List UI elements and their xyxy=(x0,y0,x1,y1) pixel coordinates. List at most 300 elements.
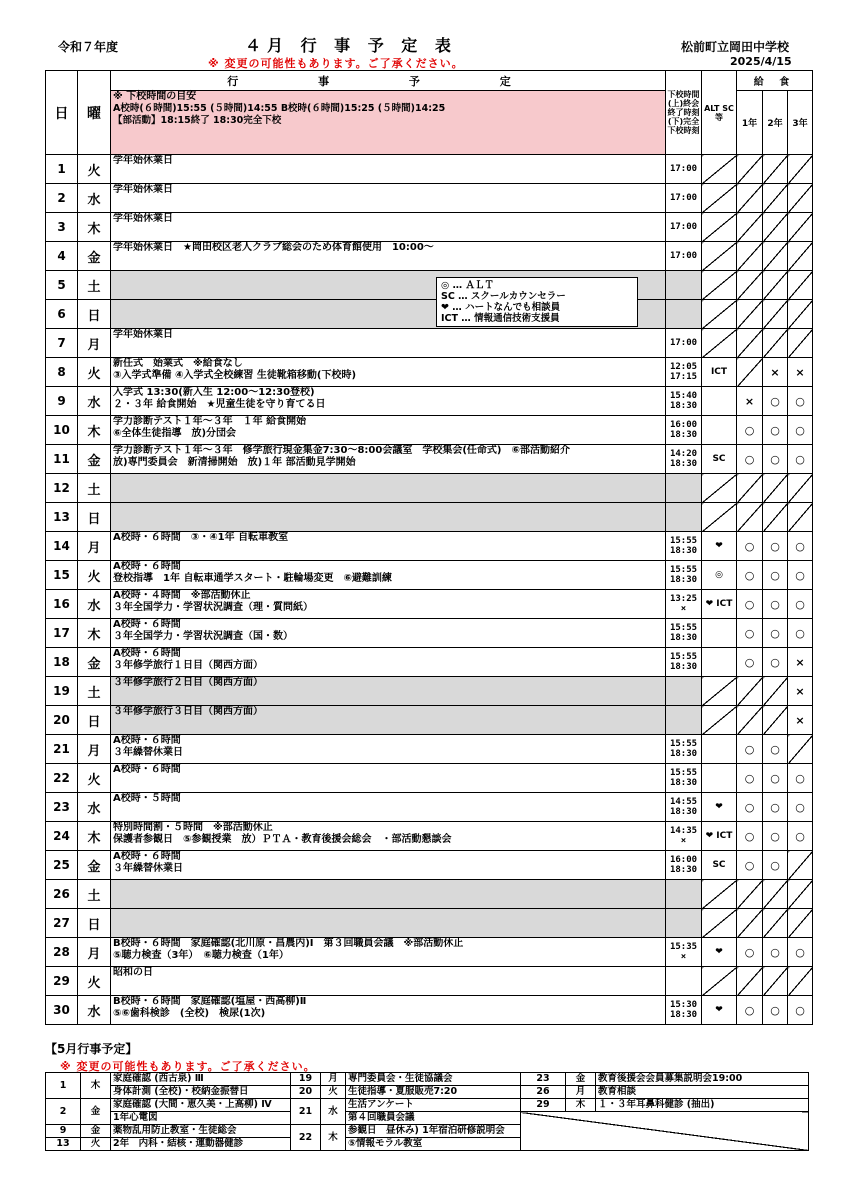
lunch-grade1: ○ xyxy=(737,619,763,648)
time-cell xyxy=(666,474,702,503)
lunch-grade3: ○ xyxy=(788,793,813,822)
day-number: 5 xyxy=(46,271,78,300)
time-cell xyxy=(666,300,702,329)
lunch-grade3 xyxy=(788,213,813,242)
staff-cell xyxy=(702,387,737,416)
lunch-grade3: × xyxy=(788,358,813,387)
schedule-row xyxy=(46,938,813,967)
event-line-1: 学年始休業日 ★岡田校区老人クラブ総会のため体育館使用 10:00～ xyxy=(113,242,434,253)
schedule-row xyxy=(46,445,813,474)
weekday: 月 xyxy=(78,532,111,561)
day-number: 7 xyxy=(46,329,78,358)
event-line-1: A校時・６時間 xyxy=(113,851,181,862)
event-cell xyxy=(111,967,666,996)
may-event: 家庭確認 (大間・恵久美・上高柳) Ⅳ xyxy=(111,1099,291,1112)
complete-dismissal-time: 18:30 xyxy=(669,546,698,556)
weekday: 火 xyxy=(78,561,111,590)
lunch-grade2: ○ xyxy=(763,938,788,967)
weekday: 日 xyxy=(78,300,111,329)
complete-dismissal-time: 17:15 xyxy=(669,372,698,382)
weekday: 土 xyxy=(78,474,111,503)
may-event: ⑤情報モラル教室 xyxy=(346,1138,521,1151)
day-number: 4 xyxy=(46,242,78,271)
schedule-row xyxy=(46,619,813,648)
weekday: 水 xyxy=(78,793,111,822)
dismissal-time: 14:55 xyxy=(669,797,698,807)
day-number: 2 xyxy=(46,184,78,213)
lunch-grade3: × xyxy=(788,706,813,735)
lunch-grade3: ○ xyxy=(788,764,813,793)
lunch-grade1 xyxy=(737,503,763,532)
staff-cell xyxy=(702,648,737,677)
event-line-1: A校時・６時間 xyxy=(113,561,181,572)
april-schedule-table xyxy=(45,70,813,1025)
schedule-row xyxy=(46,996,813,1025)
event-line-1: A校時・４時間 ※部活動休止 xyxy=(113,590,251,601)
event-cell xyxy=(111,474,666,503)
may-event: 1年心電図 xyxy=(111,1112,291,1125)
event-cell xyxy=(111,619,666,648)
dismissal-time: 14:35 xyxy=(669,826,698,836)
time-cell xyxy=(666,706,702,735)
schedule-row xyxy=(46,300,813,329)
event-line-1: 新任式 始業式 ※給食なし xyxy=(113,358,243,369)
time-cell xyxy=(666,938,702,967)
col-day: 日 xyxy=(46,71,78,155)
staff-cell: ❤ xyxy=(702,793,737,822)
staff-cell xyxy=(702,677,737,706)
time-cell xyxy=(666,242,702,271)
event-cell xyxy=(111,387,666,416)
col-events: 行 事 予 定 xyxy=(111,71,666,91)
complete-dismissal-time: 18:30 xyxy=(669,865,698,875)
staff-cell xyxy=(702,300,737,329)
may-weekday: 金 xyxy=(81,1099,111,1125)
lunch-grade3: ○ xyxy=(788,996,813,1025)
may-weekday: 月 xyxy=(566,1086,596,1099)
time-cell xyxy=(666,184,702,213)
may-day: 22 xyxy=(291,1125,321,1151)
staff-cell xyxy=(702,416,737,445)
staff-cell xyxy=(702,764,737,793)
day-number: 15 xyxy=(46,561,78,590)
complete-dismissal-time: 18:30 xyxy=(669,662,698,672)
schedule-row xyxy=(46,648,813,677)
event-line-1: ３年修学旅行２日目（関西方面） xyxy=(113,677,263,688)
lunch-grade2: ○ xyxy=(763,735,788,764)
legend-sc: SC … スクールカウンセラー xyxy=(441,291,566,302)
lunch-grade1: ○ xyxy=(737,561,763,590)
may-weekday: 木 xyxy=(81,1073,111,1099)
may-weekday: 火 xyxy=(81,1138,111,1151)
lunch-grade1 xyxy=(737,706,763,735)
day-number: 3 xyxy=(46,213,78,242)
complete-dismissal-time: 18:30 xyxy=(669,401,698,411)
may-row xyxy=(46,1099,809,1112)
dismissal-time: 15:55 xyxy=(669,536,698,546)
may-day: 19 xyxy=(291,1073,321,1086)
staff-cell xyxy=(702,242,737,271)
staff-cell: ICT xyxy=(702,358,737,387)
may-day: 20 xyxy=(291,1086,321,1099)
may-day: 23 xyxy=(521,1073,566,1086)
lunch-grade3: ○ xyxy=(788,561,813,590)
lunch-grade1: ○ xyxy=(737,764,763,793)
may-event: 身体計測 (全校)・校納金振替日 xyxy=(111,1086,291,1099)
lunch-grade1 xyxy=(737,329,763,358)
schedule-row xyxy=(46,213,813,242)
lunch-grade3 xyxy=(788,909,813,938)
day-number: 25 xyxy=(46,851,78,880)
lunch-grade3: ○ xyxy=(788,822,813,851)
weekday: 火 xyxy=(78,764,111,793)
day-number: 17 xyxy=(46,619,78,648)
lunch-grade2 xyxy=(763,329,788,358)
staff-cell xyxy=(702,329,737,358)
time-cell xyxy=(666,735,702,764)
issue-date: 2025/4/15 xyxy=(730,55,792,68)
lunch-grade3: ○ xyxy=(788,416,813,445)
lunch-grade1: ○ xyxy=(737,938,763,967)
dismissal-time: 15:55 xyxy=(669,768,698,778)
dismissal-note-times: A校時(６時間)15:55 (５時間)14:55 B校時(６時間)15:25 (５時間)14:25 xyxy=(113,103,446,114)
time-cell xyxy=(666,677,702,706)
lunch-grade1: ○ xyxy=(737,996,763,1025)
may-event: 専門委員会・生徒協議会 xyxy=(346,1073,521,1086)
event-cell xyxy=(111,358,666,387)
lunch-grade2: ○ xyxy=(763,764,788,793)
may-weekday: 火 xyxy=(321,1086,346,1099)
dismissal-time: 17:00 xyxy=(669,222,698,232)
weekday: 水 xyxy=(78,996,111,1025)
day-number: 20 xyxy=(46,706,78,735)
event-line-2: ３年繰替休業日 xyxy=(113,747,183,758)
event-cell xyxy=(111,822,666,851)
may-event: 家庭確認 (西古泉) Ⅲ xyxy=(111,1073,291,1086)
event-cell xyxy=(111,445,666,474)
may-weekday: 月 xyxy=(321,1073,346,1086)
event-cell xyxy=(111,764,666,793)
staff-cell xyxy=(702,619,737,648)
lunch-grade1 xyxy=(737,909,763,938)
may-event: 教育相談 xyxy=(596,1086,809,1099)
lunch-grade2 xyxy=(763,677,788,706)
day-number: 21 xyxy=(46,735,78,764)
may-day: 1 xyxy=(46,1073,81,1099)
complete-dismissal-time: 18:30 xyxy=(669,807,698,817)
lunch-grade2: × xyxy=(763,358,788,387)
weekday: 木 xyxy=(78,619,111,648)
col-grade2: 2年 xyxy=(763,91,788,155)
staff-cell xyxy=(702,735,737,764)
day-number: 26 xyxy=(46,880,78,909)
may-weekday: 金 xyxy=(81,1125,111,1138)
complete-dismissal-time: 18:30 xyxy=(669,778,698,788)
lunch-grade2 xyxy=(763,213,788,242)
event-line-2: ３年繰替休業日 xyxy=(113,863,183,874)
dismissal-time: 12:05 xyxy=(669,362,698,372)
weekday: 火 xyxy=(78,967,111,996)
lunch-grade1: ○ xyxy=(737,590,763,619)
lunch-grade3 xyxy=(788,735,813,764)
lunch-grade1: ○ xyxy=(737,822,763,851)
event-cell xyxy=(111,416,666,445)
event-line-2: 保護者参観日 ⑤参観授業 放）ＰＴＡ・教育後援会総会 ・部活動懇談会 xyxy=(113,834,452,845)
lunch-grade2 xyxy=(763,155,788,184)
event-line-2: 登校指導 1年 自転車通学スタート・駐輪場変更 ⑥避難訓練 xyxy=(113,573,392,584)
weekday: 水 xyxy=(78,590,111,619)
change-notice: ※ 変更の可能性もあります。ご了承ください。 xyxy=(208,57,464,70)
dismissal-note-title: ※ 下校時間の目安 xyxy=(113,91,197,102)
weekday: 水 xyxy=(78,387,111,416)
col-lunch: 給 食 xyxy=(737,71,813,91)
weekday: 金 xyxy=(78,242,111,271)
event-line-1: A校時・５時間 xyxy=(113,793,181,804)
event-cell xyxy=(111,793,666,822)
dismissal-time: 15:55 xyxy=(669,739,698,749)
schedule-row xyxy=(46,880,813,909)
time-cell xyxy=(666,532,702,561)
may-row xyxy=(46,1086,809,1099)
lunch-grade2: ○ xyxy=(763,445,788,474)
day-number: 24 xyxy=(46,822,78,851)
lunch-grade1: × xyxy=(737,387,763,416)
schedule-row xyxy=(46,793,813,822)
legend-box xyxy=(436,277,638,327)
weekday: 月 xyxy=(78,735,111,764)
weekday: 金 xyxy=(78,445,111,474)
lunch-grade1: ○ xyxy=(737,648,763,677)
may-weekday: 金 xyxy=(566,1073,596,1086)
event-cell xyxy=(111,996,666,1025)
staff-cell xyxy=(702,271,737,300)
lunch-grade3 xyxy=(788,967,813,996)
event-line-1: 学年始休業日 xyxy=(113,184,173,195)
lunch-grade1: ○ xyxy=(737,735,763,764)
schedule-row xyxy=(46,416,813,445)
legend-heart: ❤ … ハートなんでも相談員 xyxy=(441,302,561,313)
event-line-1: A校時・６時間 xyxy=(113,619,181,630)
lunch-grade2 xyxy=(763,271,788,300)
lunch-grade3 xyxy=(788,184,813,213)
dismissal-note-club: 【部活動】18:15終了 18:30完全下校 xyxy=(113,115,282,126)
dismissal-time: 15:30 xyxy=(669,1000,698,1010)
day-number: 1 xyxy=(46,155,78,184)
event-line-2: ⑤聴力検査（3年） ⑥聴力検査（1年） xyxy=(113,950,289,961)
staff-cell xyxy=(702,213,737,242)
day-number: 18 xyxy=(46,648,78,677)
event-line-2: ⑤⑥歯科検診 (全校) 検尿(1次) xyxy=(113,1008,266,1019)
lunch-grade2: ○ xyxy=(763,619,788,648)
may-event: 生活アンケート xyxy=(346,1099,521,1112)
may-empty-cell xyxy=(521,1112,809,1151)
event-line-2: ３年全国学力・学習状況調査（国・数） xyxy=(113,631,293,642)
complete-dismissal-time: × xyxy=(680,952,687,962)
weekday: 木 xyxy=(78,822,111,851)
lunch-grade2 xyxy=(763,503,788,532)
weekday: 火 xyxy=(78,155,111,184)
event-line-1: B校時・６時間 家庭確認(北川原・昌農内)Ⅰ 第３回職員会議 ※部活動休止 xyxy=(113,938,464,949)
col-weekday: 曜 xyxy=(78,71,111,155)
may-day: 26 xyxy=(521,1086,566,1099)
may-day: 29 xyxy=(521,1099,566,1112)
complete-dismissal-time: 18:30 xyxy=(669,749,698,759)
weekday: 月 xyxy=(78,329,111,358)
lunch-grade2: ○ xyxy=(763,793,788,822)
lunch-grade3 xyxy=(788,503,813,532)
complete-dismissal-time: × xyxy=(680,836,687,846)
lunch-grade3 xyxy=(788,242,813,271)
weekday: 木 xyxy=(78,416,111,445)
lunch-grade3 xyxy=(788,329,813,358)
schedule-row xyxy=(46,329,813,358)
may-schedule-table xyxy=(45,1072,809,1151)
lunch-grade1 xyxy=(737,474,763,503)
lunch-grade2 xyxy=(763,706,788,735)
day-number: 29 xyxy=(46,967,78,996)
lunch-grade2: ○ xyxy=(763,387,788,416)
staff-cell: SC xyxy=(702,445,737,474)
lunch-grade2 xyxy=(763,300,788,329)
time-cell xyxy=(666,416,702,445)
staff-cell: ❤ ICT xyxy=(702,822,737,851)
event-cell xyxy=(111,329,666,358)
lunch-grade1 xyxy=(737,880,763,909)
event-line-1: 特別時間割・５時間 ※部活動休止 xyxy=(113,822,273,833)
may-event: 2年 内科・結核・運動器健診 xyxy=(111,1138,291,1151)
day-number: 14 xyxy=(46,532,78,561)
lunch-grade3 xyxy=(788,880,813,909)
event-cell xyxy=(111,909,666,938)
dismissal-time: 15:55 xyxy=(669,565,698,575)
schedule-row xyxy=(46,155,813,184)
event-cell xyxy=(111,938,666,967)
time-cell xyxy=(666,387,702,416)
schedule-row xyxy=(46,851,813,880)
event-line-1: 昭和の日 xyxy=(113,967,153,978)
time-cell xyxy=(666,822,702,851)
schedule-row xyxy=(46,764,813,793)
day-number: 19 xyxy=(46,677,78,706)
dismissal-note xyxy=(111,91,666,155)
event-cell xyxy=(111,880,666,909)
lunch-grade3: ○ xyxy=(788,938,813,967)
lunch-grade1 xyxy=(737,358,763,387)
school-name: 松前町立岡田中学校 xyxy=(681,40,790,54)
time-cell xyxy=(666,503,702,532)
complete-dismissal-time: 18:30 xyxy=(669,459,698,469)
lunch-grade1: ○ xyxy=(737,532,763,561)
event-line-2: ３年全国学力・学習状況調査（理・質問紙） xyxy=(113,602,313,613)
may-notice: ※ 変更の可能性もあります。ご了承ください。 xyxy=(60,1060,316,1073)
lunch-grade1 xyxy=(737,242,763,271)
day-number: 8 xyxy=(46,358,78,387)
complete-dismissal-time: × xyxy=(680,604,687,614)
time-cell xyxy=(666,358,702,387)
lunch-grade1: ○ xyxy=(737,851,763,880)
event-line-1: 入学式 13:30(新入生 12:00～12:30登校) xyxy=(113,387,315,398)
staff-cell xyxy=(702,155,737,184)
legend-alt: ◎ … ＡＬＴ xyxy=(441,280,494,291)
lunch-grade3: ○ xyxy=(788,619,813,648)
col-dismissal-time: 下校時間(上)終会終了時刻(下)完全下校時刻 xyxy=(666,71,702,155)
may-row xyxy=(46,1073,809,1086)
day-number: 13 xyxy=(46,503,78,532)
time-cell xyxy=(666,851,702,880)
may-event: 教育後援会会員募集説明会19:00 xyxy=(596,1073,809,1086)
dismissal-time: 13:25 xyxy=(669,594,698,604)
weekday: 木 xyxy=(78,213,111,242)
dismissal-time: 17:00 xyxy=(669,193,698,203)
lunch-grade2 xyxy=(763,967,788,996)
event-line-2: ２・３年 給食開始 ★児童生徒を守り育てる日 xyxy=(113,399,326,410)
dismissal-time: 17:00 xyxy=(669,338,698,348)
lunch-grade2: ○ xyxy=(763,648,788,677)
event-line-1: A校時・６時間 xyxy=(113,648,181,659)
staff-cell: ❤ xyxy=(702,532,737,561)
time-cell xyxy=(666,271,702,300)
weekday: 日 xyxy=(78,503,111,532)
col-alt-sc: ALT SC等 xyxy=(702,71,737,155)
event-line-1: 学年始休業日 xyxy=(113,213,173,224)
event-line-2: 放)専門委員会 新清掃開始 放)１年 部活動見学開始 xyxy=(113,457,356,468)
day-number: 16 xyxy=(46,590,78,619)
dismissal-time: 17:00 xyxy=(669,164,698,174)
event-line-1: A校時・６時間 ③・④1年 自転車教室 xyxy=(113,532,289,543)
schedule-row xyxy=(46,184,813,213)
schedule-row xyxy=(46,909,813,938)
time-cell xyxy=(666,213,702,242)
staff-cell: ◎ xyxy=(702,561,737,590)
day-number: 28 xyxy=(46,938,78,967)
event-line-1: 学年始休業日 xyxy=(113,329,173,340)
staff-cell xyxy=(702,967,737,996)
lunch-grade2: ○ xyxy=(763,561,788,590)
day-number: 30 xyxy=(46,996,78,1025)
lunch-grade3: ○ xyxy=(788,532,813,561)
schedule-row xyxy=(46,822,813,851)
time-cell xyxy=(666,909,702,938)
staff-cell: ❤ xyxy=(702,938,737,967)
may-event: 参観日 昼休み) 1年宿泊研修説明会 xyxy=(346,1125,521,1138)
complete-dismissal-time: 18:30 xyxy=(669,633,698,643)
schedule-row xyxy=(46,242,813,271)
time-cell xyxy=(666,967,702,996)
event-cell xyxy=(111,735,666,764)
event-line-1: 学力診断テスト１年～３年 １年 給食開始 xyxy=(113,416,307,427)
time-cell xyxy=(666,561,702,590)
schedule-row xyxy=(46,677,813,706)
lunch-grade3 xyxy=(788,474,813,503)
lunch-grade1 xyxy=(737,184,763,213)
event-line-1: 学年始休業日 xyxy=(113,155,173,166)
lunch-grade1: ○ xyxy=(737,793,763,822)
event-cell xyxy=(111,213,666,242)
event-line-2: ⑥全体生徒指導 放)分団会 xyxy=(113,428,237,439)
dismissal-time: 16:00 xyxy=(669,420,698,430)
weekday: 日 xyxy=(78,909,111,938)
time-cell xyxy=(666,445,702,474)
complete-dismissal-time: 18:30 xyxy=(669,575,698,585)
col-grade3: 3年 xyxy=(788,91,813,155)
may-weekday: 木 xyxy=(321,1125,346,1151)
may-day: 9 xyxy=(46,1125,81,1138)
lunch-grade3: × xyxy=(788,648,813,677)
dismissal-time: 16:00 xyxy=(669,855,698,865)
lunch-grade1 xyxy=(737,677,763,706)
lunch-grade3 xyxy=(788,300,813,329)
staff-cell: SC xyxy=(702,851,737,880)
